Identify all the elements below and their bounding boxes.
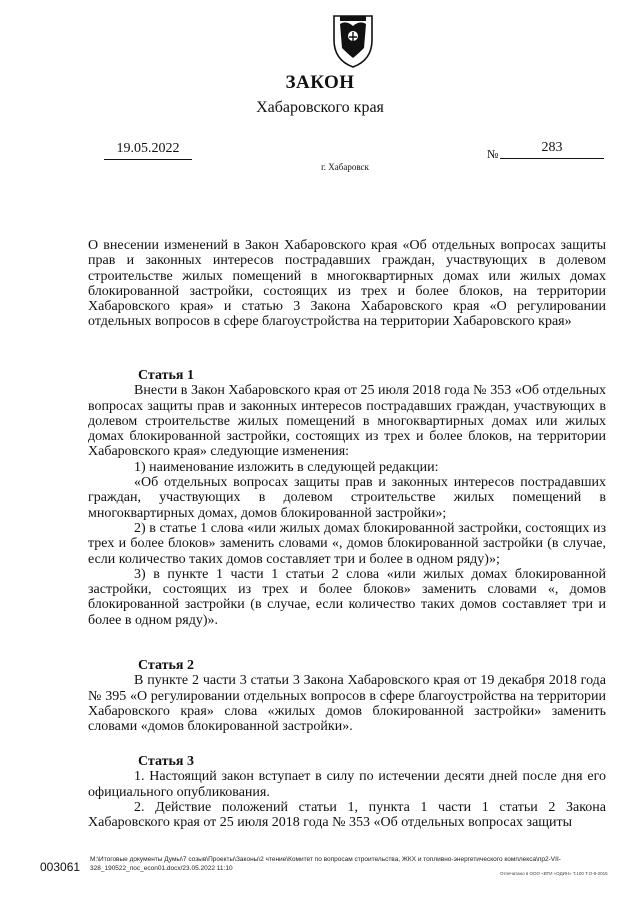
coat-of-arms-icon [328, 10, 378, 70]
article-heading: Статья 2 [138, 658, 194, 673]
article-heading: Статья 1 [138, 368, 194, 383]
number-sign: № [487, 147, 499, 161]
article-paragraph: 3) в пункте 1 части 1 статьи 2 слова «или жилых домах блокированной застройки, состоящих из трех и более блоков» заменить словами «, домов блокированной застройки (в случае, если количество таких домов составляет три и более в одном ряду)». [88, 566, 606, 628]
article-paragraph: В пункте 2 части 3 статьи 3 Закона Хабаровского края от 19 декабря 2018 года № 395 «О регулировании отдельных вопросов в сфере благоустройства на территории Хабаровского края» слова «жилых домов блокированной застройки» заменить словами «домов блокированной застройки». [88, 673, 606, 735]
footer-print-mark: Отпечатано в ООО «ВТИ «ОДИН» Т.100 Т.О-9-2015 [500, 871, 608, 876]
article-heading: Статья 3 [138, 754, 194, 769]
law-title: О внесении изменений в Закон Хабаровского края «Об отдельных вопросах защиты прав и законных интересов пострадавших граждан, участвующих в долевом строительстве жилых помещений в многоквартирных домах или жилых домах блокированной застройки, состоящих из трех и более блоков, на территории Хабаровского края» и статью 3 Закона Хабаровского края «О регулировании отдельных вопросов в сфере благоустройства на территории Хабаровского края» [88, 238, 606, 330]
article-paragraph: «Об отдельных вопросах защиты прав и законных интересов пострадавших граждан, участвующих в долевом строительстве жилых помещений в многоквартирных домах, домов блокированной застройки»; [88, 475, 606, 521]
date-underline [104, 159, 192, 160]
footer-file-path: M:\Итоговые документы Думы\7 созыв\Проекты\Законы\2 чтение\Комитет по вопросам строительства, ЖКХ и топливно-энергетического комплекса\пр2-VII-328_190522_пос_econ01.docx/23.05.2022 11:10 [90, 856, 561, 872]
article-paragraph: 1. Настоящий закон вступает в силу по истечении десяти дней после дня его официального опубликования. [88, 769, 606, 800]
article-1 [88, 368, 606, 628]
document-date: 19.05.2022 [116, 141, 180, 156]
document-number: 283 [541, 140, 563, 155]
article-paragraph: 2) в статье 1 слова «или жилых домах блокированной застройки, состоящих из трех и более блоков» заменить словами «, домов блокированной застройки (в случае, если количество таких домов составляет три и более в одном ряду)»; [88, 520, 606, 567]
document-region: Хабаровского края [256, 99, 384, 116]
article-paragraph: 1) наименование изложить в следующей редакции: [134, 459, 439, 475]
article-3 [88, 754, 606, 830]
document-city: г. Хабаровск [321, 162, 369, 172]
article-2 [88, 658, 606, 734]
article-paragraph: Внести в Закон Хабаровского края от 25 июля 2018 года № 353 «Об отдельных вопросах защиты прав и законных интересов пострадавших граждан, участвующих в долевом строительстве жилых помещений в многоквартирных домах или жилых домах блокированной застройки, состоящих из трех и более блоков, на территории Хабаровского края» следующие изменения: [88, 383, 606, 460]
document-type: ЗАКОН [285, 72, 355, 93]
article-paragraph: 2. Действие положений статьи 1, пункта 1 части 1 статьи 2 Закона Хабаровского края от 25 июля 2018 года № 353 «Об отдельных вопросах защиты [88, 799, 606, 831]
number-underline [500, 158, 604, 159]
footer-document-code: 003061 [40, 860, 81, 874]
